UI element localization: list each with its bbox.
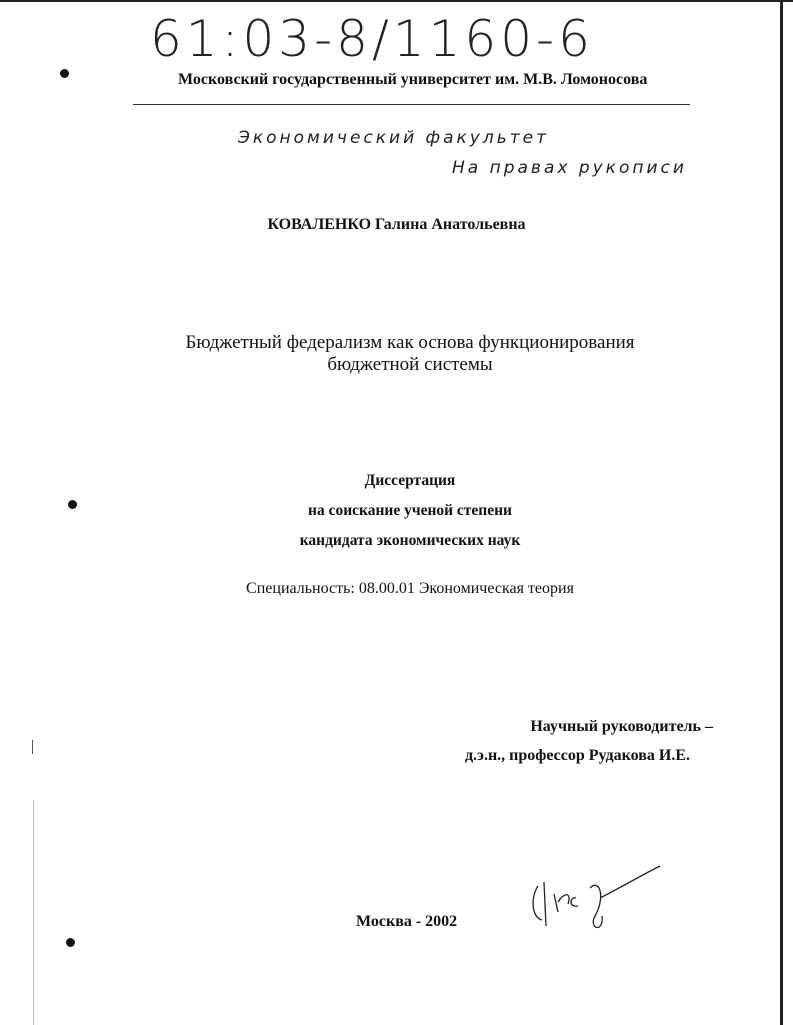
faculty-handwritten: Экономический факультет bbox=[238, 128, 549, 148]
signature-image bbox=[520, 858, 670, 938]
archive-code-handwritten: 61:03-8/1160-6 bbox=[150, 10, 594, 68]
degree-field-line: кандидата экономических наук bbox=[299, 532, 521, 549]
title-line-2: бюджетной системы bbox=[327, 354, 493, 375]
specialty: Специальность: 08.00.01 Экономическая теория bbox=[246, 580, 574, 597]
manuscript-rights-handwritten: На правах рукописи bbox=[452, 158, 687, 178]
scan-left-edge bbox=[33, 800, 34, 1025]
title-line-1: Бюджетный федерализм как основа функционирования bbox=[185, 332, 635, 353]
dissertation-label: Диссертация bbox=[364, 472, 456, 489]
dissertation-title bbox=[110, 332, 710, 376]
binding-hole-dot bbox=[68, 500, 77, 509]
scan-left-mark bbox=[32, 740, 33, 754]
supervisor-label: Научный руководитель – bbox=[530, 718, 713, 735]
supervisor-name: д.э.н., профессор Рудакова И.Е. bbox=[464, 747, 690, 764]
degree-line: на соискание ученой степени bbox=[308, 502, 512, 519]
scan-top-edge bbox=[0, 0, 793, 2]
author-name: КОВАЛЕНКО Галина Анатольевна bbox=[267, 216, 526, 233]
university-name: Московский государственный университет им. М.В. Ломоносова bbox=[178, 71, 648, 88]
scan-right-edge bbox=[780, 0, 783, 1025]
header-divider bbox=[133, 104, 690, 105]
binding-hole-dot bbox=[66, 938, 75, 947]
city-year: Москва - 2002 bbox=[356, 913, 458, 930]
binding-hole-dot bbox=[60, 69, 69, 78]
